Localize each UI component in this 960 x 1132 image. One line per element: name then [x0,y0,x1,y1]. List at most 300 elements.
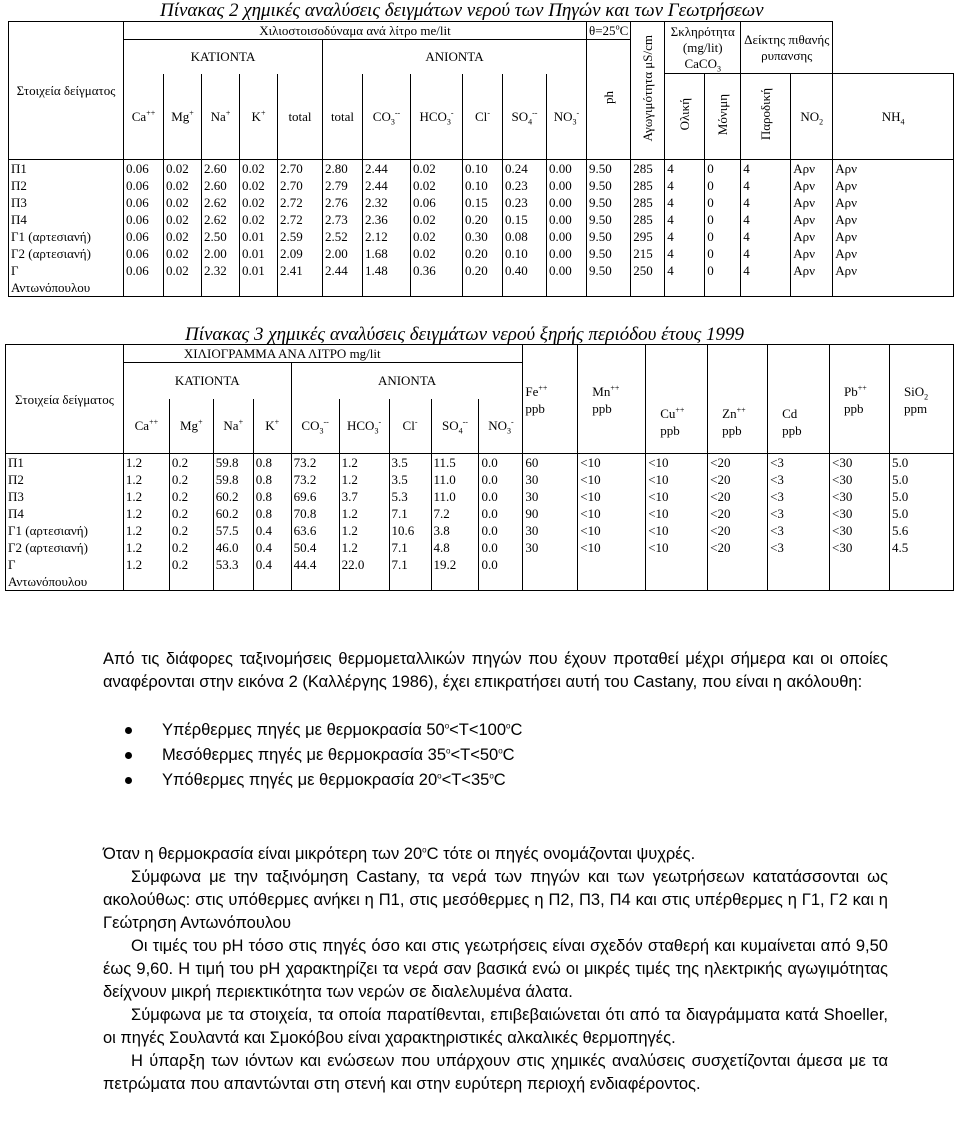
t3-cell [768,556,830,591]
t2-anions-header: ΑΝΙΟΝΤΑ [323,40,587,74]
t2-cell: 0.00 [547,228,587,245]
t3-cell: 4.5 [889,539,953,556]
table-row [9,211,954,228]
t3-cell: <3 [768,539,830,556]
t2-cell: 0.00 [547,177,587,194]
t2-cell: 285 [631,160,665,178]
t3-cell: <30 [830,471,890,488]
t2-cell: 2.52 [323,228,363,245]
t3-cell: 0.0 [479,522,523,539]
t2-cell: 0.20 [463,211,503,228]
t3-cell: 0.2 [169,471,213,488]
t3-cell: 60.2 [213,505,253,522]
t2-cell: 2.62 [202,194,240,211]
t2-cell: 4 [741,160,791,178]
t3-cell: <30 [830,488,890,505]
t2-cell: 0.08 [503,228,547,245]
t2-cell: 0.24 [503,160,547,178]
t2-cell: Αρν [833,177,954,194]
t2-cell: 4 [741,262,791,297]
t2-cell: 2.72 [278,211,323,228]
t2-cell: Αρν [791,160,833,178]
t3-sample-name: Γ2 (αρτεσιανή) [6,539,124,556]
table-row [6,488,954,505]
t2-cell: 2.80 [323,160,363,178]
table-row [6,556,954,591]
t2-cations-header: ΚΑΤΙΟΝΤΑ [124,40,323,74]
t3-cell: <30 [830,505,890,522]
t3-body [6,454,954,591]
t2-temp-label: θ=25 [589,23,616,38]
t2-cell: 295 [631,228,665,245]
t3-cell: 5.0 [889,454,953,472]
t2-cell: Αρν [791,228,833,245]
t3-cell: 73.2 [291,471,339,488]
t2-cell: 0.23 [503,177,547,194]
t2-cell: 0.02 [240,177,278,194]
t2-col-no2: $NO_2$ [791,74,833,160]
t3-col-na: Na+ [213,399,253,454]
t3-col-cl: Cl- [389,399,431,454]
t2-cell: 215 [631,245,665,262]
t2-cell: 2.79 [323,177,363,194]
t2-sample-name: Γ1 (αρτεσιανή) [9,228,124,245]
t2-cell: 0.20 [463,245,503,262]
t2-cell: 0.06 [124,194,164,211]
t2-cell: 0.02 [240,160,278,178]
t2-cell: 0.06 [124,211,164,228]
t2-cell: 0.01 [240,228,278,245]
t3-cell [708,556,768,591]
t2-col-total-cations: total [278,74,323,160]
t3-cell: <20 [708,539,768,556]
t2-cell: 285 [631,177,665,194]
t2-cell: 0 [705,194,741,211]
t2-cell: 9.50 [587,228,631,245]
t2-cell: 2.60 [202,160,240,178]
t2-cell: 0.02 [164,194,202,211]
t3-cell: 0.8 [253,454,291,472]
t2-sample-name: Π4 [9,211,124,228]
t3-cell: 1.2 [123,454,169,472]
t3-col-fe: Fe++ ppb [523,345,578,454]
t3-cell: 30 [523,488,578,505]
t3-cell: 5.0 [889,471,953,488]
t3-cell: 1.2 [339,522,389,539]
t3-cell: 5.0 [889,488,953,505]
t3-cell: <10 [578,471,646,488]
t2-cell: 9.50 [587,262,631,297]
t3-cell: 0.8 [253,488,291,505]
t3-cell: 5.0 [889,505,953,522]
t3-cell: <3 [768,454,830,472]
t2-cell: Αρν [833,160,954,178]
t2-cell: Αρν [833,228,954,245]
t2-cell: 0.23 [503,194,547,211]
t3-cell: 63.6 [291,522,339,539]
t3-cell: 3.7 [339,488,389,505]
t3-cell: <20 [708,488,768,505]
shoeller-paragraph: Σύμφωνα με τα στοιχεία, τα οποία παρατίθενται, επιβεβαιώνεται ότι από τα διαγράμματα κατά Shoeller, οι πηγές Σουλαντά και Σμοκόβου είναι χαρακτηριστικές αλκαλικές θερμοπηγές. [103,1006,888,1047]
t3-cell: 1.2 [123,505,169,522]
t2-cell: 0.01 [240,262,278,297]
t2-cell: 0.00 [547,262,587,297]
table-row [9,245,954,262]
t2-col-temporary-hardness: Παροδική [741,74,791,160]
t2-cell: 0.02 [240,211,278,228]
t2-cell: Αρν [791,262,833,297]
t2-col-k: K+ [240,74,278,160]
t2-cell: 4 [665,245,705,262]
t2-cell: Αρν [791,211,833,228]
t2-cell: 4 [741,194,791,211]
t3-cell: 60 [523,454,578,472]
t3-cell: <3 [768,522,830,539]
t2-cell: 1.68 [363,245,411,262]
t3-cell: <3 [768,488,830,505]
t3-cell: 0.2 [169,556,213,591]
t3-cell: 0.4 [253,556,291,591]
bullet-dot-icon [125,777,132,784]
body-paragraphs [103,843,888,1096]
t2-cell: 0.01 [240,245,278,262]
t2-milli-header: Χιλιοστοισοδύναμα ανά λίτρο me/lit [124,22,587,40]
t2-cell: 0.30 [463,228,503,245]
t3-cell: 3.8 [431,522,479,539]
bullet-dot-icon [125,752,132,759]
t2-cell: Αρν [833,194,954,211]
t2-cell: 4 [665,262,705,297]
ph-paragraph: Οι τιμές του pH τόσο στις πηγές όσο και στις γεωτρήσεις είναι σχεδόν σταθερή και κυμαίνεται από 9,50 έως 9,60. Η τιμή του pH χαρακτηρίζει τα νερά σαν βασικά ενώ οι μικρές τιμές της ηλεκτρικής αγωγιμότητας δείχνουν μικρή περιεκτικότητα των νερών σε διαλελυμένα άλατα. [103,937,888,1001]
t3-cations-header: ΚΑΤΙΟΝΤΑ [123,363,291,399]
t3-cell [830,556,890,591]
t3-cell: 19.2 [431,556,479,591]
t2-col-mg: Mg+ [164,74,202,160]
t2-cell: 0 [705,228,741,245]
table3 [5,344,954,591]
t2-temp-header: $\theta=25^oC$ [587,22,631,40]
t2-sample-name: Γ Αντωνόπουλου [9,262,124,297]
t2-cell: 0.02 [164,262,202,297]
t2-cell: 2.60 [202,177,240,194]
t3-cell: 11.0 [431,488,479,505]
t2-cell: 0.20 [463,262,503,297]
t3-cell: 0.2 [169,539,213,556]
t3-cell: 60.2 [213,488,253,505]
t2-sample-name: Π2 [9,177,124,194]
t3-col-mg: Mg+ [169,399,213,454]
t3-col-cd: Cd ppb [768,345,830,454]
t2-cell: 0.02 [164,177,202,194]
t2-cell: 0.10 [503,245,547,262]
t3-cell: <30 [830,539,890,556]
t3-cell: <3 [768,471,830,488]
t2-cell: 2.72 [278,194,323,211]
t2-col-co3: $CO_3^{--}$ [363,74,411,160]
t3-cell: 4.8 [431,539,479,556]
classification-list [125,718,522,793]
t3-col-sio2: SiO$_2$ ppm [889,345,953,454]
t3-cell: 1.2 [123,488,169,505]
t3-cell: 69.6 [291,488,339,505]
t2-cell: 0 [705,177,741,194]
t2-cell: 2.62 [202,211,240,228]
t3-cell: 57.5 [213,522,253,539]
t3-cell: 0.4 [253,522,291,539]
t2-cell: 4 [741,177,791,194]
t2-col-total-anions: total [323,74,363,160]
t2-sample-name: Π3 [9,194,124,211]
table-row [9,228,954,245]
t2-body [9,160,954,297]
t3-cell [523,556,578,591]
t3-cell: 73.2 [291,454,339,472]
t3-col-cu: Cu++ ppb [646,345,708,454]
t2-cell: 9.50 [587,211,631,228]
t2-cell: 0.00 [547,160,587,178]
t3-cell: 46.0 [213,539,253,556]
t2-cell: 4 [665,194,705,211]
t3-cell [889,556,953,591]
t3-sample-name: Π1 [6,454,124,472]
t2-cell: 0.02 [411,177,463,194]
t3-cell: 22.0 [339,556,389,591]
t3-sample-name: Π3 [6,488,124,505]
t3-cell: <30 [830,454,890,472]
bullet-hypothermal: Υπόθερμες πηγές με θερμοκρασία $20^o<T<35^oC$ [125,768,522,793]
t3-cell: 1.2 [123,522,169,539]
t3-cell: <10 [578,522,646,539]
t3-anions-header: ΑΝΙΟΝΤΑ [291,363,523,399]
table-row [6,471,954,488]
t3-cell: 7.2 [431,505,479,522]
t3-cell: 5.6 [889,522,953,539]
t2-cell: Αρν [833,262,954,297]
t2-cell: 2.76 [323,194,363,211]
t3-cell: 1.2 [339,454,389,472]
table-row [9,262,954,297]
t3-col-co3: $CO_3^{--}$ [291,399,339,454]
t2-cell: 0.02 [240,194,278,211]
t2-cell: 0.06 [124,262,164,297]
t3-cell: 1.2 [339,539,389,556]
t3-sample-name: Π4 [6,505,124,522]
table-row [9,177,954,194]
t3-cell: <10 [646,454,708,472]
t2-sample-name: Γ2 (αρτεσιανή) [9,245,124,262]
t2-col-ca: Ca++ [124,74,164,160]
t2-cell: 9.50 [587,177,631,194]
t3-cell: 30 [523,539,578,556]
t3-cell: 5.3 [389,488,431,505]
t2-cell: 0.06 [124,177,164,194]
t2-cell: 2.59 [278,228,323,245]
t2-cell: 0.15 [503,211,547,228]
t2-col-total-hardness: Ολική [665,74,705,160]
t2-cell: 0.02 [164,228,202,245]
t2-col-no3: $NO_3^-$ [547,74,587,160]
t3-cell: 90 [523,505,578,522]
t2-cell: 2.00 [323,245,363,262]
t2-cell: 2.00 [202,245,240,262]
table-row [6,522,954,539]
t3-cell: 30 [523,471,578,488]
t2-cell: 0.02 [164,211,202,228]
table2 [8,21,954,297]
t3-cell [646,556,708,591]
t3-cell: 0.0 [479,539,523,556]
t3-cell: 10.6 [389,522,431,539]
t3-cell: <10 [646,539,708,556]
t3-cell: 0.0 [479,454,523,472]
t2-cell: 0 [705,160,741,178]
t2-cell: 0 [705,245,741,262]
t3-mg-header: ΧΙΛΙΟΓΡΑΜΜΑ ΑΝΑ ΛΙΤΡΟ mg/lit [123,345,523,363]
t2-cell: 4 [665,177,705,194]
t2-col-permanent-hardness: Μόνιμη [705,74,741,160]
t3-cell: 0.8 [253,471,291,488]
t2-cell: 2.12 [363,228,411,245]
t3-cell: <10 [646,505,708,522]
t3-cell: <10 [578,505,646,522]
table-row [6,539,954,556]
t2-cell: Αρν [791,194,833,211]
t2-cell: 0 [705,262,741,297]
t2-col-hco3: $HCO_3^-$ [411,74,463,160]
t2-cell: 2.50 [202,228,240,245]
t3-cell: <20 [708,454,768,472]
t2-cell: 4 [665,228,705,245]
t3-cell: <20 [708,522,768,539]
t2-cell: 0.06 [124,160,164,178]
t2-cell: 2.36 [363,211,411,228]
t2-conductivity-header: Αγωγιμότητα μS/cm [631,22,665,160]
table-row [9,194,954,211]
t3-cell: <10 [578,539,646,556]
t2-cell: 0.15 [463,194,503,211]
t3-cell: 1.2 [339,471,389,488]
t2-cell: 2.41 [278,262,323,297]
table3-title: Πίνακας 3 χημικές αναλύσεις δειγμάτων νερού ξηρής περιόδου έτους 1999 [185,324,745,345]
t3-cell: <20 [708,471,768,488]
t2-cell: 0.06 [411,194,463,211]
t3-cell: 0.2 [169,454,213,472]
t3-col-pb: Pb++ ppb [830,345,890,454]
t2-col-so4: $SO_4^{--}$ [503,74,547,160]
t3-col-no3: $NO_3^-$ [479,399,523,454]
t2-cell: 0.00 [547,211,587,228]
t2-cell: 0.02 [411,160,463,178]
table2-title: Πίνακας 2 χημικές αναλύσεις δειγμάτων νερού των Πηγών και των Γεωτρήσεων [160,0,764,21]
t2-cell: 285 [631,211,665,228]
t3-cell: 0.2 [169,522,213,539]
t2-sample-name: Π1 [9,160,124,178]
t3-cell: 1.2 [123,471,169,488]
t2-sample-header: Στοιχεία δείγματος [9,22,124,160]
t2-cell: 4 [741,228,791,245]
t2-cell: 0.00 [547,245,587,262]
t3-cell: <30 [830,522,890,539]
t3-cell: 1.2 [123,539,169,556]
t3-cell: 1.2 [123,556,169,591]
t3-cell: 50.4 [291,539,339,556]
t2-cell: 2.70 [278,160,323,178]
t2-cell: 9.50 [587,194,631,211]
t3-cell: 44.4 [291,556,339,591]
t2-col-nh4: $NH_4$ [833,74,954,160]
t3-cell: 7.1 [389,539,431,556]
t3-col-mn: Mn++ ppb [578,345,646,454]
table-row [6,505,954,522]
t2-cell: 4 [741,245,791,262]
t2-col-na: Na+ [202,74,240,160]
t3-cell: <3 [768,505,830,522]
bullet-dot-icon [125,727,132,734]
t2-cell: Αρν [791,245,833,262]
t2-cell: 2.44 [363,160,411,178]
t3-sample-name: Π2 [6,471,124,488]
t2-cell: 0.00 [547,194,587,211]
t3-cell: 1.2 [339,505,389,522]
t2-ph-header: ph [587,40,631,160]
t2-cell: 1.48 [363,262,411,297]
t2-cell: 2.73 [323,211,363,228]
t2-cell: 0.02 [411,245,463,262]
t3-sample-name: Γ1 (αρτεσιανή) [6,522,124,539]
t3-cell: <10 [578,454,646,472]
t2-cell: Αρν [833,211,954,228]
t2-cell: 9.50 [587,160,631,178]
t3-cell: 30 [523,522,578,539]
t3-cell: 0.2 [169,488,213,505]
t2-cell: 4 [665,211,705,228]
t2-cell: Αρν [791,177,833,194]
t2-cell: 2.70 [278,177,323,194]
t2-cell: 2.32 [202,262,240,297]
bullet-mesothermal: Μεσόθερμες πηγές με θερμοκρασία $35^o<T<50^oC$ [125,743,522,768]
t3-cell: 59.8 [213,471,253,488]
table-row [6,454,954,472]
t3-col-k: K+ [253,399,291,454]
t3-cell: 3.5 [389,471,431,488]
t3-cell: 7.1 [389,556,431,591]
t3-cell: <10 [646,488,708,505]
t3-cell: <10 [646,471,708,488]
t2-cell: 4 [665,160,705,178]
t3-cell [578,556,646,591]
castany-paragraph: Σύμφωνα με την ταξινόμηση Castany, τα νερά των πηγών και των γεωτρήσεων κατατάσσονται ως ακολούθως: στις υπόθερμες ανήκει η Π1, στις μεσόθερμες η Π2, Π3, Π4 και στις υπέρθερμες η Γ1, Γ2 και η Γεώτρηση Αντωνόπουλου [103,868,888,932]
t3-col-so4: $SO_4^{--}$ [431,399,479,454]
t2-cell: 0.06 [124,228,164,245]
t3-cell: 0.4 [253,539,291,556]
t2-cell: 0 [705,211,741,228]
t3-cell: 11.5 [431,454,479,472]
t3-cell: 3.5 [389,454,431,472]
t2-cell: 0.36 [411,262,463,297]
t3-sample-header: Στοιχεία δείγματος [6,345,124,454]
t2-cell: 2.32 [363,194,411,211]
t3-cell: 0.0 [479,556,523,591]
t2-cell: 0.06 [124,245,164,262]
t3-col-zn: Zn++ ppb [708,345,768,454]
t3-cell: 0.0 [479,488,523,505]
t2-cell: 0.02 [411,211,463,228]
t3-cell: 7.1 [389,505,431,522]
table-row [9,160,954,178]
t3-cell: <20 [708,505,768,522]
t2-cell: 250 [631,262,665,297]
t3-col-ca: Ca++ [123,399,169,454]
